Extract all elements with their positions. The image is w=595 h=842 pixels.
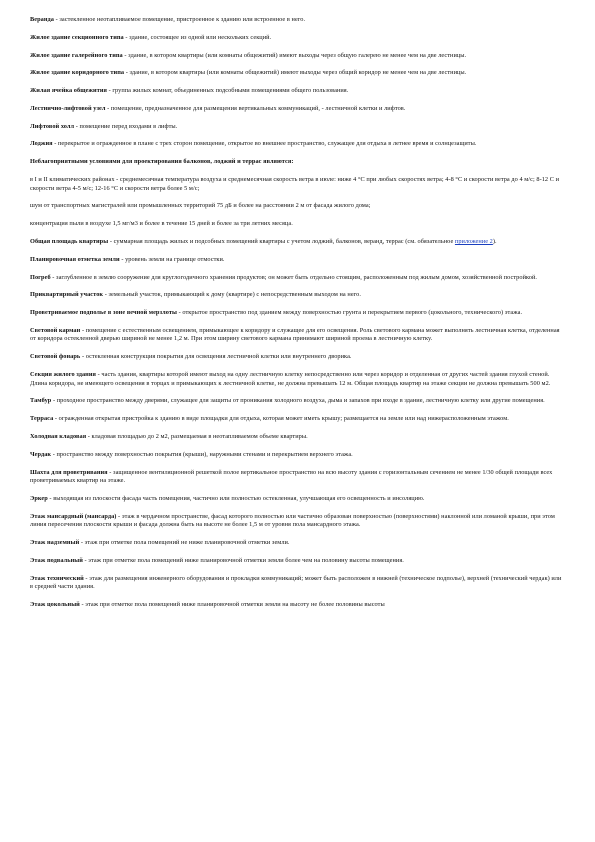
definition-text: - остекленная конструкция покрытия для освещения лестничной клетки или внутреннего дворика. — [80, 353, 352, 361]
term-label: Световой фонарь — [30, 353, 81, 361]
definition-paragraph — [30, 220, 565, 229]
term-label: Погреб — [30, 273, 51, 281]
definition-paragraph — [30, 309, 565, 318]
definition-paragraph — [30, 140, 565, 149]
definition-paragraph — [30, 238, 565, 247]
term-label: Приквартирный участок — [30, 291, 104, 299]
definition-text: - этаж при отметке пола помещений ниже планировочной отметки земли на высоту не более половины высоты — [79, 601, 385, 608]
term-label: Проветриваемое подполье в зоне вечной мерзлоты — [30, 309, 177, 317]
definition-paragraph — [30, 495, 565, 504]
term-label: Жилое здание секционного типа — [30, 33, 124, 41]
definition-text: - часть здания, квартиры которой имеют выход на одну лестничную клетку непосредственно или через коридор и отделенная от других частей здания глухой стеной. Длина коридора, не имеющего освещения в торцах и примыкающих к лестничной клетке, не должна превышать 12 м. Общая площадь квартир на этаже секции не должна превышать 500 м2. — [30, 371, 551, 387]
document-page — [30, 16, 565, 619]
definition-text: - проходное пространство между дверями, служащее для защиты от проникания холодного воздуха, дыма и запахов при входе в здание, лестничную клетку или другие помещения. — [51, 397, 545, 405]
definition-paragraph — [30, 274, 565, 283]
definition-text: - земельный участок, примыкающий к дому (квартире) с непосредственным выходом на него. — [103, 291, 361, 299]
definition-paragraph — [30, 158, 565, 167]
definition-paragraph — [30, 327, 565, 344]
definition-text: - суммарная площадь жилых и подсобных помещений квартиры с учетом лоджий, балконов, веранд, террас (см. обязательное — [108, 237, 455, 245]
definition-paragraph — [30, 87, 565, 96]
definition-text: - защищенное вентиляционной решеткой полое вертикальное пространство на всю высоту здания с горизонтальным сечением не менее 1/30 общей площади всех проветриваемых квартир на этаже. — [30, 468, 553, 485]
definition-paragraph — [30, 433, 565, 442]
definition-text: - этаж при отметке пола помещений ниже планировочной отметки земли более чем на половину высоты помещения. — [82, 556, 404, 564]
definition-paragraph — [30, 575, 565, 592]
definition-paragraph — [30, 415, 565, 424]
definition-paragraph — [30, 539, 565, 548]
definition-paragraph — [30, 353, 565, 362]
term-label: Этаж подвальный — [30, 556, 83, 564]
term-label: Чердак — [30, 450, 52, 458]
definition-text: - этаж в чердачном пространстве, фасад которого полностью или частично образован поверхностью (поверхностями) наклонной или ломаной крыши, при этом линия пересечения плоскости крыши и фасада должна быть на высоте не более 1,5 м от уровня пола мансардного этажа. — [30, 512, 555, 529]
definition-text: шум от транспортных магистралей или промышленных территорий 75 дБ и более на расстоянии 2 м от фасада жилого дома; — [30, 202, 371, 210]
term-label: Секция жилого здания — [30, 371, 96, 379]
definition-paragraph — [30, 34, 565, 43]
definition-text: - помещение перед входами в лифты. — [74, 122, 178, 130]
definition-text: - выходящая из плоскости фасада часть помещения, частично или полностью остекленная, улучшающая его освещенность и инсоляцию. — [47, 494, 425, 502]
term-label: Световой карман — [30, 326, 81, 334]
definition-text: - помещение, предназначенное для размещения вертикальных коммуникаций, - лестничной клетки и лифтов. — [105, 104, 406, 112]
term-label: Жилое здание коридорного типа — [30, 69, 125, 77]
term-label: Этаж цокольный — [30, 601, 80, 608]
term-label: Этаж надземный — [30, 539, 80, 547]
definition-text: - здание, состоящее из одной или нескольких секций. — [123, 33, 272, 41]
definition-text: - группа жилых комнат, объединенных подсобными помещениями общего пользования. — [106, 87, 349, 95]
term-label: Эркер — [30, 494, 48, 502]
term-label: Общая площадь квартиры — [30, 237, 109, 245]
definition-paragraph — [30, 69, 565, 78]
definition-text: в I и II климатических районах - среднемесячная температура воздуха и среднемесячная скорость ветра в июле: ниже 4 °С при любых скоростях ветра; 4-8 °С и скорости ветра до 4 м/с; 8-12 С и скорости ветра 4-5 м/с; 12-16 °С и скорости ветра более 5 м/с; — [30, 176, 560, 192]
term-label: Этаж технический — [30, 574, 84, 582]
definition-paragraph — [30, 557, 565, 566]
definition-text: - здание, в котором квартиры (или комнаты общежитий) имеют выходы через общий коридор не менее чем на две лестницы. — [124, 69, 467, 77]
definition-text: - здание, в котором квартиры (или комнаты общежитий) имеют выходы через общую галерею не менее чем на две лестницы. — [122, 51, 467, 59]
definition-text: - заглубленное в землю сооружение для круглогодичного хранения продуктов; он может быть отдельно стоящим, расположенным под жилым домом, хозяйственной постройкой. — [50, 273, 538, 281]
definition-paragraph — [30, 123, 565, 132]
term-label: Планировочная отметка земли — [30, 255, 120, 263]
definition-paragraph — [30, 371, 565, 388]
definition-text: - помещение с естественным освещением, примыкающее к коридору и служащее для его освещения. Роль светового кармана может выполнять лестничная клетка, отделенная от коридора остекленной дверью шириной не менее 1,2 м. При этом ширину светового кармана принимают шириной проема в лестничную клетку. — [30, 326, 560, 343]
term-label: Холодная кладовая — [30, 432, 87, 440]
term-label: Жилое здание галерейного типа — [30, 51, 123, 59]
term-label: Терраса — [30, 415, 54, 423]
definition-paragraph — [30, 469, 565, 486]
definition-paragraph — [30, 291, 565, 300]
term-label: Этаж мансардный (мансарда) — [30, 512, 117, 520]
definition-paragraph — [30, 105, 565, 114]
appendix-link[interactable]: приложение 2 — [454, 237, 493, 245]
definition-text-tail: ). — [492, 237, 497, 245]
definition-paragraph — [30, 513, 565, 530]
definition-text: - этаж при отметке пола помещений не ниже планировочной отметки земли. — [79, 539, 290, 547]
definition-paragraph — [30, 256, 565, 265]
term-label: Лифтовой холл — [30, 122, 75, 130]
definition-text: - огражденная открытая пристройка к зданию в виде площадки для отдыха, которая может иметь крышу; размещается на земле или над нижерасположенным этажом. — [53, 415, 509, 423]
definition-text: - перекрытое и огражденное в плане с трех сторон помещение, открытое во внешнее пространство, служащее для отдыха в летнее время и солнцезащиты. — [52, 140, 477, 148]
definition-text: - пространство между поверхностью покрытия (крыши), наружными стенами и перекрытием верхнего этажа. — [51, 450, 353, 458]
definition-paragraph — [30, 601, 565, 610]
term-label: Лестнично-лифтовой узел — [30, 104, 106, 112]
definition-text: - уровень земли на границе отмостки. — [119, 255, 225, 263]
term-label: Лоджия — [30, 140, 53, 148]
definition-text: - кладовая площадью до 2 м2, размещаемая в неотапливаемом объеме квартиры. — [86, 432, 308, 440]
definition-paragraph — [30, 16, 565, 25]
definition-paragraph — [30, 176, 565, 193]
term-label: Жилая ячейка общежития — [30, 87, 107, 95]
term-label: Веранда — [30, 16, 54, 23]
term-label: Шахта для проветривания — [30, 468, 108, 476]
definition-text: концентрация пыли в воздухе 1,5 мг/м3 и более в течение 15 дней и более за три летних месяца. — [30, 220, 293, 228]
definition-text: - открытое пространство под зданием между поверхностью грунта и перекрытием первого (цокольного, технического) этажа. — [176, 309, 523, 317]
definition-paragraph — [30, 202, 565, 211]
definition-text: - этаж для размещения инженерного оборудования и прокладки коммуникаций; может быть расположен в нижней (техническое подполье), верхней (технический чердак) или в средней части здания. — [30, 574, 562, 591]
definition-paragraph — [30, 397, 565, 406]
term-label: Неблагоприятными условиями для проектирования балконов, лоджий и террас являются: — [30, 158, 294, 166]
definition-paragraph — [30, 451, 565, 460]
term-label: Тамбур — [30, 397, 52, 405]
definition-paragraph — [30, 52, 565, 61]
definition-text: - застекленное неотапливаемое помещение, пристроенное к зданию или встроенное в него. — [53, 16, 306, 23]
